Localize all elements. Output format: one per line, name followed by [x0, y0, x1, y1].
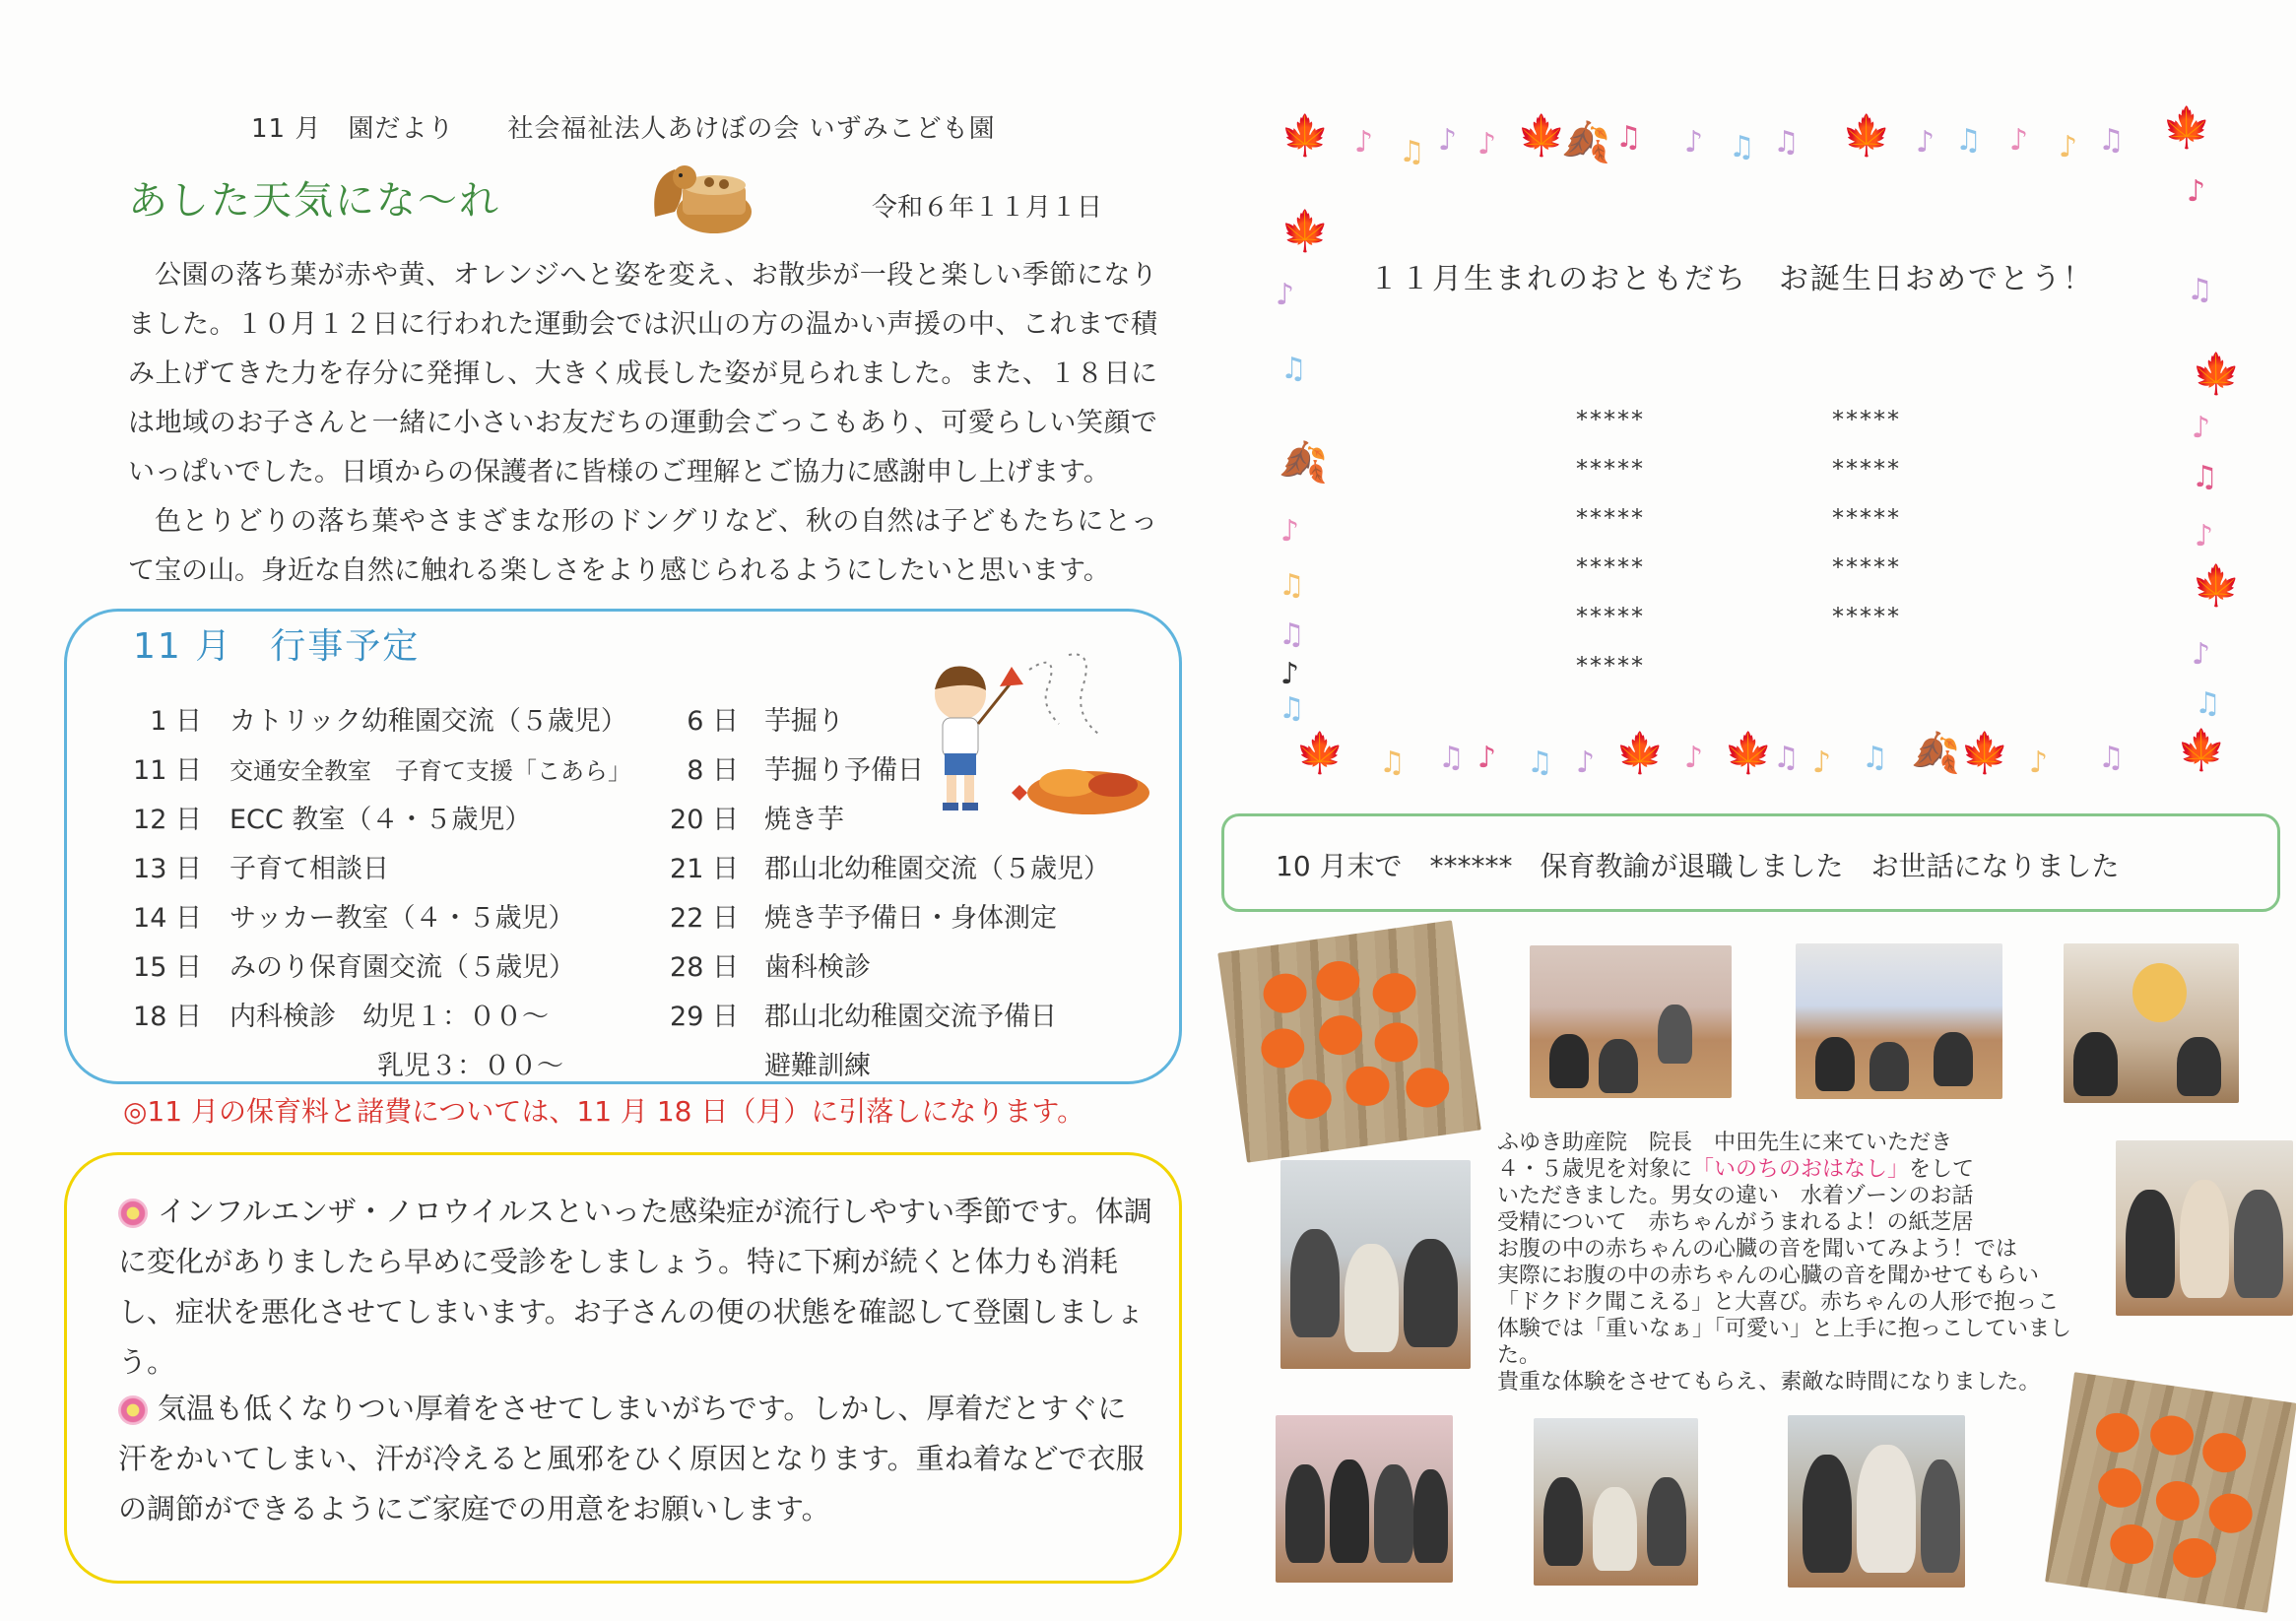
schedule-text: 郡山北幼稚園交流（５歳児） — [764, 854, 1110, 884]
photo-classroom-2 — [1796, 943, 2002, 1099]
intro-paragraph-2: 色とりどりの落ち葉やさまざまな形のドングリなど、秋の自然は子どもたちにとって宝の山。身近な自然に触れる楽しさをより感じられるようにしたいと思います。 — [128, 506, 1157, 586]
event-line: いただきました。男女の違い 水着ゾーンのお話 — [1497, 1184, 1974, 1208]
maple-leaf-icon: 🍁 — [1960, 731, 2009, 776]
event-line: 受精について 赤ちゃんがうまれるよ！の紙芝居 — [1497, 1210, 1974, 1235]
maple-leaf-icon: 🍁 — [1842, 113, 1891, 159]
health-paragraph-1 — [118, 1187, 1152, 1388]
schedule-item — [123, 847, 389, 885]
schedule-text: 焼き芋予備日・身体測定 — [764, 903, 1057, 934]
photo-children-standing — [1276, 1415, 1453, 1583]
photo-doll-holding-2 — [1788, 1415, 1965, 1588]
schedule-text: 子育て相談日 — [230, 854, 389, 884]
birthday-name: ***** — [1832, 504, 1901, 532]
maple-leaf-icon: 🍁 — [2177, 728, 2226, 773]
music-note-icon: ♫ — [1773, 125, 1800, 160]
music-note-icon: ♫ — [1955, 123, 1982, 158]
birthday-name: ***** — [1832, 455, 1901, 483]
fee-notice: ◎11 月の保育料と諸費については、11 月 18 日（月）に引落しになります。 — [123, 1095, 1085, 1128]
schedule-day: 11 日 — [133, 755, 202, 786]
maple-leaf-icon: 🍁 — [1615, 731, 1665, 776]
schedule-text: 歯科検診 — [764, 952, 871, 983]
birthday-name: ***** — [1576, 455, 1645, 483]
schedule-text: カトリック幼稚園交流（５歳児） — [230, 706, 627, 737]
schedule-text: サッカー教室（４・５歳児） — [230, 903, 575, 934]
music-note-icon: ♪ — [2195, 519, 2214, 553]
schedule-text: みのり保育園交流（５歳児） — [230, 952, 575, 983]
music-note-icon: ♫ — [2195, 686, 2221, 721]
birthday-title: １１月生まれのおともだち お誕生日おめでとう！ — [1369, 262, 2094, 296]
issue-date: 令和６年１１月１日 — [872, 193, 1103, 223]
schedule-day: 14 日 — [133, 903, 202, 934]
newsletter-header: 11 月 園だより 社会福祉法人あけぼの会 いずみこども園 — [251, 114, 996, 144]
schedule-item — [123, 798, 531, 836]
maple-leaf-icon: 🍁 — [2162, 105, 2211, 151]
music-note-icon: ♪ — [1916, 125, 1935, 160]
intro-paragraph-1: 公園の落ち葉が赤や黄、オレンジへと姿を変え、お散歩が一段と楽しい季節になりました。１０月１２日に行われた運動会では沢山の方の温かい声援の中、これまで積み上げてきた力を存分に発揮し、大きく成長した姿が見られました。また、１８日には地域のお子さんと一緒に小さいお友だちの運動会ごっこもあり、可愛らしい笑顔でいっぱいでした。日頃からの保護者に皆様のご理解とご協力に感謝申し上げます。 — [128, 260, 1157, 487]
schedule-text: 焼き芋 — [764, 805, 844, 835]
music-note-icon: ♫ — [1279, 617, 1305, 652]
flower-bullet-icon — [118, 1395, 148, 1425]
music-note-icon: ♫ — [1279, 568, 1305, 603]
schedule-item — [123, 945, 575, 984]
event-line: 貴重な体験をさせてもらえ、素敵な時間になりました。 — [1497, 1370, 2041, 1394]
health-text-2: 気温も低くなりつい厚着をさせてしまいがちです。しかし、厚着だとすぐに汗をかいてしまい、汗が冷えると風邪をひく原因となります。重ね着などで衣服の調節ができるようにご家庭での用意をお願いします。 — [118, 1392, 1145, 1525]
schedule-day: 15 日 — [133, 952, 202, 983]
schedule-item — [660, 896, 1057, 935]
schedule-day: 1 日 — [150, 706, 202, 737]
event-line-pre: ４・５歳児を対象に — [1497, 1157, 1693, 1182]
health-paragraph-2 — [118, 1384, 1152, 1534]
music-note-icon: ♪ — [1477, 741, 1497, 775]
music-note-icon: ♪ — [1477, 127, 1497, 162]
schedule-day: 12 日 — [133, 805, 202, 835]
schedule-item — [660, 995, 1057, 1033]
schedule-item — [123, 896, 574, 935]
music-note-icon: ♪ — [2059, 130, 2078, 164]
schedule-item — [660, 748, 924, 787]
birthday-name: ***** — [1576, 406, 1645, 433]
music-note-icon: ♪ — [1576, 746, 1596, 780]
schedule-text: 郡山北幼稚園交流予備日 — [764, 1002, 1057, 1032]
event-line: 体験では「重いなぁ」「可愛い」と上手に抱っこしていました。 — [1497, 1317, 2072, 1368]
birthday-name: ***** — [1576, 652, 1645, 680]
music-note-icon: ♫ — [1438, 741, 1465, 775]
music-note-icon: ♪ — [1276, 278, 1295, 312]
music-note-icon: ♪ — [1280, 657, 1300, 691]
schedule-day: 29 日 — [670, 1002, 739, 1032]
music-note-icon: ♪ — [1354, 125, 1374, 160]
music-note-icon: ♫ — [1280, 352, 1307, 386]
birthday-name: ***** — [1576, 603, 1645, 630]
ginkgo-leaf-icon: 🍂 — [1561, 120, 1610, 165]
music-note-icon: ♫ — [1527, 746, 1553, 780]
schedule-item-extra: 乳児３：００〜 — [377, 1051, 563, 1081]
music-note-icon: ♫ — [2098, 741, 2125, 775]
schedule-item — [123, 748, 631, 787]
schedule-item — [660, 847, 1110, 885]
squirrel-stump-icon — [645, 158, 763, 236]
page-title: あした天気にな〜れ — [128, 178, 500, 224]
schedule-day: 13 日 — [133, 854, 202, 884]
maple-leaf-icon: 🍁 — [2192, 352, 2241, 397]
event-line: ふゆき助産院 院長 中田先生に来ていただき — [1497, 1131, 1953, 1155]
music-note-icon: ♫ — [1729, 130, 1755, 164]
schedule-day: 21 日 — [670, 854, 739, 884]
schedule-item — [660, 945, 871, 984]
photo-picture-book — [2064, 943, 2239, 1103]
event-line: お腹の中の赤ちゃんの心臓の音を聞いてみよう！では — [1497, 1237, 2018, 1262]
birthday-name: ***** — [1832, 553, 1901, 581]
schedule-day: 6 日 — [687, 706, 739, 737]
event-report-text — [1497, 1130, 2108, 1395]
music-note-icon: ♫ — [2098, 123, 2125, 158]
maple-leaf-icon: 🍁 — [1280, 113, 1330, 159]
schedule-item — [660, 699, 844, 738]
schedule-text: 芋掘り予備日 — [764, 755, 924, 786]
retirement-notice-text: 10 月末で ****** 保育教諭が退職しました お世話になりました — [1276, 850, 2120, 882]
music-note-icon: ♫ — [2192, 460, 2218, 494]
event-line-post: をして — [1909, 1157, 1975, 1182]
boy-with-leaf-icon — [921, 645, 1152, 822]
music-note-icon: ♫ — [1399, 135, 1425, 169]
event-line: 「ドクドク聞こえる」と大喜び。赤ちゃんの人形で抱っこ — [1497, 1290, 2060, 1315]
schedule-day: 28 日 — [670, 952, 739, 983]
photo-children-looking-up — [2116, 1140, 2293, 1316]
schedule-day: 8 日 — [687, 755, 739, 786]
maple-leaf-icon: 🍁 — [1280, 209, 1330, 254]
music-note-icon: ♪ — [1280, 514, 1300, 549]
schedule-item — [123, 995, 549, 1033]
music-note-icon: ♫ — [1279, 691, 1305, 726]
schedule-text: 芋掘り — [764, 706, 844, 737]
music-note-icon: ♫ — [2187, 273, 2213, 307]
photo-doll-holding-1 — [1280, 1160, 1471, 1369]
music-note-icon: ♪ — [2187, 174, 2206, 209]
event-line-highlight — [1497, 1156, 2108, 1183]
birthday-name: ***** — [1576, 553, 1645, 581]
music-note-icon: ♫ — [1615, 120, 1642, 155]
health-text-1: インフルエンザ・ノロウイルスといった感染症が流行しやすい季節です。体調に変化がありましたら早めに受診をしましょう。特に下痢が続くと体力も消耗し、症状を悪化させてしまいます。お子さんの便の状態を確認して登園しましょう。 — [118, 1195, 1152, 1379]
flower-bullet-icon — [118, 1199, 148, 1228]
event-line: 実際にお腹の中の赤ちゃんの心臓の音を聞かせてもらい — [1497, 1264, 2040, 1288]
birthday-name: ***** — [1832, 406, 1901, 433]
schedule-item — [123, 699, 627, 738]
photo-classroom-1 — [1530, 945, 1732, 1098]
photo-pumpkin-crafts — [1217, 920, 1481, 1162]
maple-leaf-icon: 🍁 — [1295, 731, 1345, 776]
birthday-name: ***** — [1832, 603, 1901, 630]
event-title-highlight: 「いのちのおはなし」 — [1692, 1157, 1910, 1182]
schedule-text: ECC 教室（４・５歳児） — [230, 805, 532, 835]
ginkgo-leaf-icon: 🍂 — [1911, 731, 1960, 776]
music-note-icon: ♪ — [2192, 411, 2211, 445]
music-note-icon: ♪ — [1684, 125, 1704, 160]
music-note-icon: ♪ — [1684, 741, 1704, 775]
birthday-frame — [1268, 105, 2233, 790]
music-note-icon: ♪ — [2192, 637, 2211, 672]
schedule-day: 22 日 — [670, 903, 739, 934]
schedule-text: 交通安全教室 子育て支援「こあら」 — [230, 757, 631, 785]
ginkgo-leaf-icon: 🍂 — [1279, 440, 1328, 486]
schedule-title: 11 月 行事予定 — [133, 626, 421, 667]
music-note-icon: ♪ — [1438, 123, 1458, 158]
music-note-icon: ♪ — [1812, 746, 1832, 780]
maple-leaf-icon: 🍁 — [2192, 563, 2241, 609]
birthday-name: ***** — [1576, 504, 1645, 532]
music-note-icon: ♫ — [1379, 746, 1406, 780]
photo-class-group — [1534, 1418, 1698, 1586]
schedule-text: 内科検診 幼児１：００〜 — [230, 1002, 549, 1032]
music-note-icon: ♪ — [2029, 746, 2049, 780]
maple-leaf-icon: 🍁 — [1724, 731, 1773, 776]
maple-leaf-icon: 🍁 — [1517, 113, 1566, 159]
music-note-icon: ♫ — [1862, 741, 1888, 775]
schedule-day: 20 日 — [670, 805, 739, 835]
photo-pumpkin-crafts-2 — [2045, 1372, 2296, 1613]
music-note-icon: ♫ — [1773, 741, 1800, 775]
schedule-item-extra: 避難訓練 — [764, 1051, 871, 1081]
schedule-item — [660, 798, 844, 836]
schedule-day: 18 日 — [133, 1002, 202, 1032]
music-note-icon: ♪ — [2009, 123, 2029, 158]
